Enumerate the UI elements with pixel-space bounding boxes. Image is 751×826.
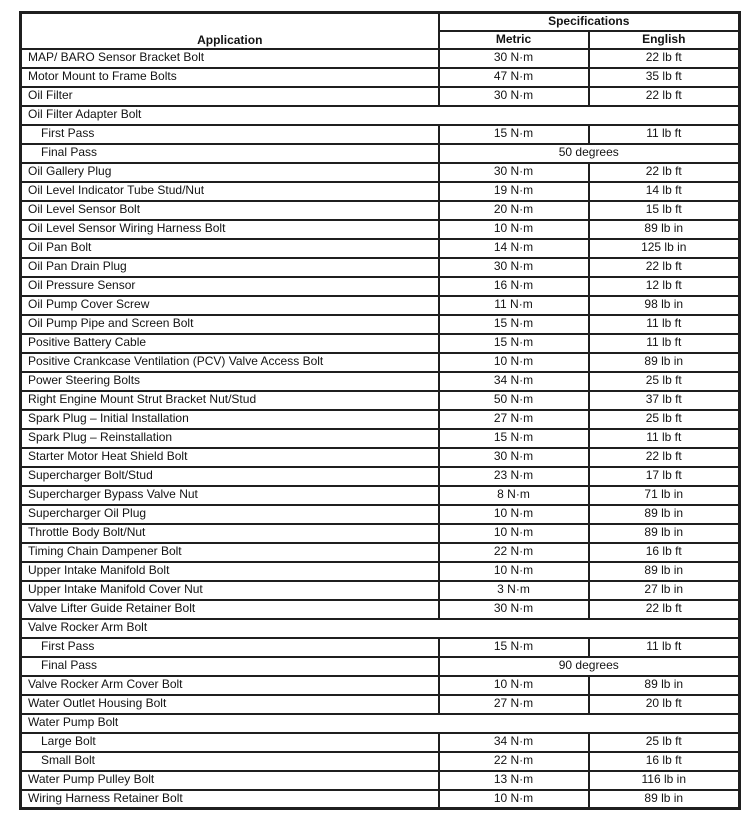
application-cell: Final Pass <box>21 657 439 676</box>
table-row <box>21 144 740 163</box>
metric-cell: 30 N·m <box>439 163 589 182</box>
table-row <box>21 714 740 733</box>
table-row <box>21 581 740 600</box>
table-row <box>21 87 740 106</box>
metric-cell: 10 N·m <box>439 562 589 581</box>
english-cell: 22 lb ft <box>589 163 740 182</box>
english-cell: 15 lb ft <box>589 201 740 220</box>
application-cell: Valve Rocker Arm Cover Bolt <box>21 676 439 695</box>
english-cell: 89 lb in <box>589 220 740 239</box>
metric-cell: 8 N·m <box>439 486 589 505</box>
english-cell: 17 lb ft <box>589 467 740 486</box>
english-cell: 22 lb ft <box>589 448 740 467</box>
application-cell: MAP/ BARO Sensor Bracket Bolt <box>21 49 439 68</box>
application-cell: Upper Intake Manifold Cover Nut <box>21 581 439 600</box>
metric-cell: 3 N·m <box>439 581 589 600</box>
metric-cell: 13 N·m <box>439 771 589 790</box>
english-cell: 89 lb in <box>589 676 740 695</box>
application-cell: Oil Gallery Plug <box>21 163 439 182</box>
application-cell: Oil Level Indicator Tube Stud/Nut <box>21 182 439 201</box>
english-cell: 25 lb ft <box>589 410 740 429</box>
application-cell: Final Pass <box>21 144 439 163</box>
application-cell: Spark Plug – Initial Installation <box>21 410 439 429</box>
application-cell: Positive Battery Cable <box>21 334 439 353</box>
application-cell: Power Steering Bolts <box>21 372 439 391</box>
english-cell: 11 lb ft <box>589 638 740 657</box>
table-row <box>21 334 740 353</box>
metric-cell: 30 N·m <box>439 448 589 467</box>
metric-cell: 50 N·m <box>439 391 589 410</box>
application-cell: Small Bolt <box>21 752 439 771</box>
english-cell: 22 lb ft <box>589 258 740 277</box>
table-row <box>21 676 740 695</box>
application-cell: Oil Filter <box>21 87 439 106</box>
metric-cell: 30 N·m <box>439 49 589 68</box>
table-row <box>21 790 740 809</box>
metric-cell: 27 N·m <box>439 695 589 714</box>
metric-cell: 20 N·m <box>439 201 589 220</box>
table-row <box>21 752 740 771</box>
column-header-application: Application <box>21 13 439 49</box>
metric-cell: 19 N·m <box>439 182 589 201</box>
table-row <box>21 353 740 372</box>
application-cell: Oil Pump Cover Screw <box>21 296 439 315</box>
english-cell: 22 lb ft <box>589 87 740 106</box>
english-cell: 16 lb ft <box>589 752 740 771</box>
metric-cell: 30 N·m <box>439 87 589 106</box>
column-header-metric: Metric <box>439 31 589 49</box>
table-row <box>21 315 740 334</box>
english-cell: 98 lb in <box>589 296 740 315</box>
metric-cell: 16 N·m <box>439 277 589 296</box>
english-cell: 71 lb in <box>589 486 740 505</box>
metric-cell: 10 N·m <box>439 676 589 695</box>
application-cell: Spark Plug – Reinstallation <box>21 429 439 448</box>
application-cell: Large Bolt <box>21 733 439 752</box>
table-row <box>21 258 740 277</box>
application-cell: Oil Pan Drain Plug <box>21 258 439 277</box>
table-row <box>21 68 740 87</box>
torque-specifications-table <box>19 11 741 810</box>
spec-table-body <box>21 49 740 809</box>
english-cell: 89 lb in <box>589 562 740 581</box>
english-cell: 14 lb ft <box>589 182 740 201</box>
english-cell: 25 lb ft <box>589 733 740 752</box>
application-group-cell: Valve Rocker Arm Bolt <box>21 619 740 638</box>
english-cell: 20 lb ft <box>589 695 740 714</box>
application-cell: Positive Crankcase Ventilation (PCV) Valve Access Bolt <box>21 353 439 372</box>
english-cell: 16 lb ft <box>589 543 740 562</box>
table-row <box>21 163 740 182</box>
table-row <box>21 771 740 790</box>
table-row <box>21 486 740 505</box>
metric-cell: 15 N·m <box>439 429 589 448</box>
english-cell: 89 lb in <box>589 524 740 543</box>
metric-cell: 47 N·m <box>439 68 589 87</box>
metric-cell: 15 N·m <box>439 334 589 353</box>
metric-cell: 10 N·m <box>439 524 589 543</box>
metric-cell: 10 N·m <box>439 505 589 524</box>
metric-cell: 27 N·m <box>439 410 589 429</box>
table-header <box>21 13 740 49</box>
application-cell: Right Engine Mount Strut Bracket Nut/Stud <box>21 391 439 410</box>
english-cell: 89 lb in <box>589 790 740 809</box>
table-row <box>21 448 740 467</box>
table-row <box>21 505 740 524</box>
table-row <box>21 296 740 315</box>
metric-cell: 22 N·m <box>439 752 589 771</box>
application-cell: Oil Level Sensor Wiring Harness Bolt <box>21 220 439 239</box>
header-row-specifications <box>21 13 740 31</box>
application-cell: Water Pump Pulley Bolt <box>21 771 439 790</box>
application-group-cell: Water Pump Bolt <box>21 714 740 733</box>
application-cell: Supercharger Bypass Valve Nut <box>21 486 439 505</box>
table-row <box>21 201 740 220</box>
metric-cell: 22 N·m <box>439 543 589 562</box>
metric-cell: 10 N·m <box>439 790 589 809</box>
table-row <box>21 467 740 486</box>
application-group-cell: Oil Filter Adapter Bolt <box>21 106 740 125</box>
table-row <box>21 543 740 562</box>
english-cell: 11 lb ft <box>589 125 740 144</box>
table-row <box>21 220 740 239</box>
table-row <box>21 372 740 391</box>
table-row <box>21 277 740 296</box>
application-cell: Oil Pressure Sensor <box>21 277 439 296</box>
english-cell: 89 lb in <box>589 353 740 372</box>
english-cell: 27 lb in <box>589 581 740 600</box>
metric-cell: 34 N·m <box>439 733 589 752</box>
application-cell: Wiring Harness Retainer Bolt <box>21 790 439 809</box>
application-cell: Supercharger Oil Plug <box>21 505 439 524</box>
metric-cell: 10 N·m <box>439 220 589 239</box>
table-row <box>21 49 740 68</box>
metric-cell: 30 N·m <box>439 258 589 277</box>
english-cell: 22 lb ft <box>589 49 740 68</box>
english-cell: 12 lb ft <box>589 277 740 296</box>
application-cell: First Pass <box>21 125 439 144</box>
application-cell: Starter Motor Heat Shield Bolt <box>21 448 439 467</box>
table-row <box>21 619 740 638</box>
table-row <box>21 733 740 752</box>
application-cell: Water Outlet Housing Bolt <box>21 695 439 714</box>
table-row <box>21 125 740 144</box>
english-cell: 116 lb in <box>589 771 740 790</box>
english-cell: 37 lb ft <box>589 391 740 410</box>
metric-cell: 10 N·m <box>439 353 589 372</box>
application-cell: Oil Pump Pipe and Screen Bolt <box>21 315 439 334</box>
table-row <box>21 695 740 714</box>
application-cell: Throttle Body Bolt/Nut <box>21 524 439 543</box>
metric-cell: 15 N·m <box>439 315 589 334</box>
metric-cell: 11 N·m <box>439 296 589 315</box>
table-row <box>21 410 740 429</box>
application-cell: Upper Intake Manifold Bolt <box>21 562 439 581</box>
table-row <box>21 106 740 125</box>
table-row <box>21 391 740 410</box>
application-cell: Valve Lifter Guide Retainer Bolt <box>21 600 439 619</box>
english-cell: 125 lb in <box>589 239 740 258</box>
english-cell: 11 lb ft <box>589 315 740 334</box>
column-header-english: English <box>589 31 740 49</box>
application-cell: Supercharger Bolt/Stud <box>21 467 439 486</box>
table-row <box>21 562 740 581</box>
table-row <box>21 182 740 201</box>
table-row <box>21 600 740 619</box>
table-row <box>21 239 740 258</box>
metric-cell: 23 N·m <box>439 467 589 486</box>
metric-cell: 15 N·m <box>439 638 589 657</box>
english-cell: 25 lb ft <box>589 372 740 391</box>
combined-spec-cell: 50 degrees <box>439 144 740 163</box>
metric-cell: 15 N·m <box>439 125 589 144</box>
application-cell: Oil Level Sensor Bolt <box>21 201 439 220</box>
english-cell: 11 lb ft <box>589 334 740 353</box>
metric-cell: 30 N·m <box>439 600 589 619</box>
application-cell: Motor Mount to Frame Bolts <box>21 68 439 87</box>
column-header-specifications: Specifications <box>439 13 740 31</box>
metric-cell: 14 N·m <box>439 239 589 258</box>
table-row <box>21 524 740 543</box>
english-cell: 11 lb ft <box>589 429 740 448</box>
english-cell: 35 lb ft <box>589 68 740 87</box>
application-cell: Oil Pan Bolt <box>21 239 439 258</box>
table-row <box>21 657 740 676</box>
english-cell: 89 lb in <box>589 505 740 524</box>
combined-spec-cell: 90 degrees <box>439 657 740 676</box>
application-cell: First Pass <box>21 638 439 657</box>
table-row <box>21 638 740 657</box>
table-row <box>21 429 740 448</box>
english-cell: 22 lb ft <box>589 600 740 619</box>
application-cell: Timing Chain Dampener Bolt <box>21 543 439 562</box>
metric-cell: 34 N·m <box>439 372 589 391</box>
